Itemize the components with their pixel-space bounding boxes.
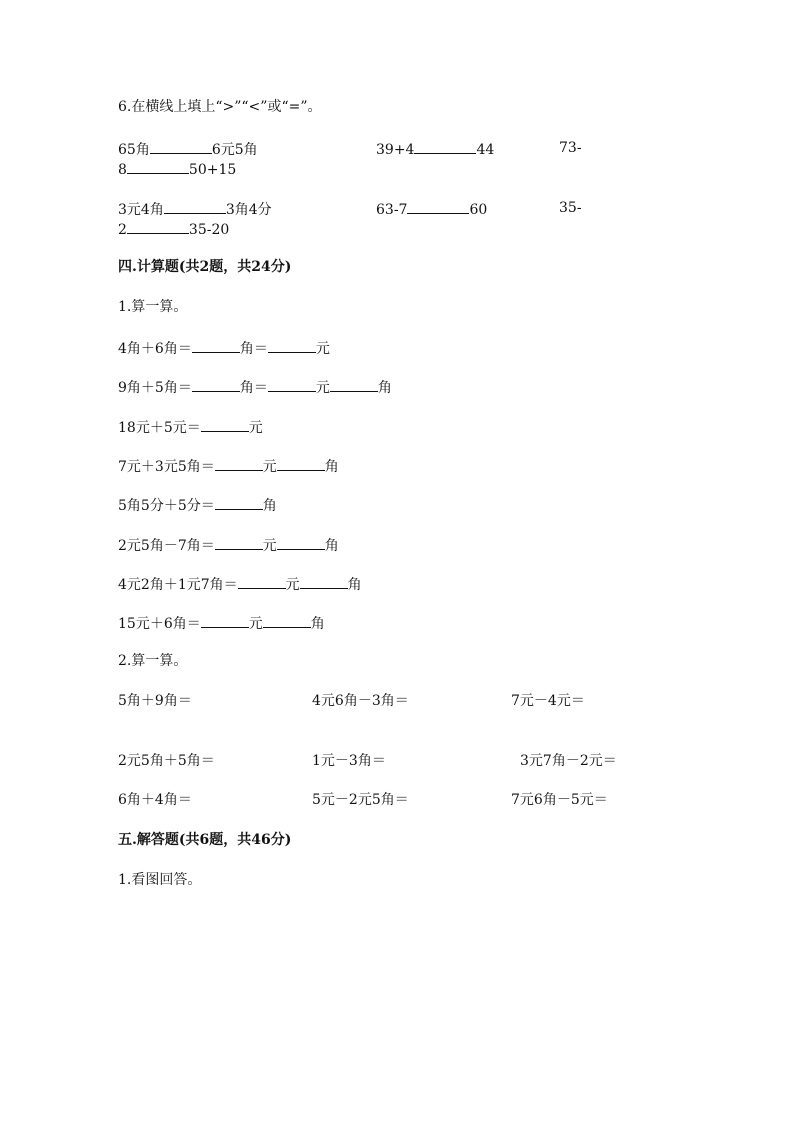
calc2-item: 7元6角－5元＝ <box>511 792 608 808</box>
compare-item-2a: 3元4角 3角4分 <box>118 199 272 219</box>
compare-item-1c-start: 73- <box>559 140 582 156</box>
calc-item-3: 18元＋5元＝ 元 <box>118 417 263 437</box>
question-6-title: 6.在横线上填上“>”“<”或“=”。 <box>118 99 322 115</box>
calc2-item: 5角＋9角＝ <box>118 693 192 709</box>
calc2-item: 4元6角－3角＝ <box>312 693 409 709</box>
answer-blank[interactable] <box>414 139 476 154</box>
answer-blank[interactable] <box>201 613 249 628</box>
answer-blank[interactable] <box>268 377 316 392</box>
answer-blank[interactable] <box>215 535 263 550</box>
calc-item-6: 2元5角－7角＝ 元 角 <box>118 535 339 555</box>
section-4-q1-title: 1.算一算。 <box>118 299 188 315</box>
compare-item-1b: 39+4 44 <box>376 139 494 159</box>
compare-item-1c-end: 8 50+15 <box>118 159 236 179</box>
calc-item-2: 9角＋5角＝ 角＝ 元 角 <box>118 377 392 397</box>
calc2-item: 2元5角＋5角＝ <box>118 753 215 769</box>
answer-blank[interactable] <box>330 377 378 392</box>
answer-blank[interactable] <box>192 377 240 392</box>
calc2-item: 1元－3角＝ <box>312 753 386 769</box>
answer-blank[interactable] <box>150 139 212 154</box>
calc-item-1: 4角＋6角＝ 角＝ 元 <box>118 338 330 358</box>
answer-blank[interactable] <box>407 199 469 214</box>
answer-blank[interactable] <box>215 456 263 471</box>
section-5-heading: 五.解答题(共6题，共46分) <box>118 832 292 848</box>
answer-blank[interactable] <box>127 219 189 234</box>
calc2-item: 3元7角－2元＝ <box>520 753 617 769</box>
section-4-heading: 四.计算题(共2题，共24分) <box>118 259 292 275</box>
answer-blank[interactable] <box>277 456 325 471</box>
answer-blank[interactable] <box>238 574 286 589</box>
calc2-item: 5元－2元5角＝ <box>312 792 409 808</box>
answer-blank[interactable] <box>164 199 226 214</box>
calc-item-8: 15元＋6角＝ 元 角 <box>118 613 325 633</box>
section-5-q1-title: 1.看图回答。 <box>118 872 202 888</box>
calc-item-7: 4元2角＋1元7角＝ 元 角 <box>118 574 362 594</box>
section-4-q2-title: 2.算一算。 <box>118 653 188 669</box>
compare-item-1a: 65角 6元5角 <box>118 139 258 159</box>
answer-blank[interactable] <box>300 574 348 589</box>
answer-blank[interactable] <box>127 159 189 174</box>
answer-blank[interactable] <box>215 495 263 510</box>
answer-blank[interactable] <box>192 338 240 353</box>
answer-blank[interactable] <box>268 338 316 353</box>
calc2-item: 7元－4元＝ <box>511 693 585 709</box>
calc2-item: 6角＋4角＝ <box>118 792 192 808</box>
compare-item-2c-start: 35- <box>559 200 582 216</box>
compare-item-2c-end: 2 35-20 <box>118 219 229 239</box>
compare-item-2b: 63-7 60 <box>376 199 487 219</box>
answer-blank[interactable] <box>263 613 311 628</box>
answer-blank[interactable] <box>277 535 325 550</box>
answer-blank[interactable] <box>201 417 249 432</box>
calc-item-5: 5角5分＋5分＝ 角 <box>118 495 277 515</box>
calc-item-4: 7元＋3元5角＝ 元 角 <box>118 456 339 476</box>
